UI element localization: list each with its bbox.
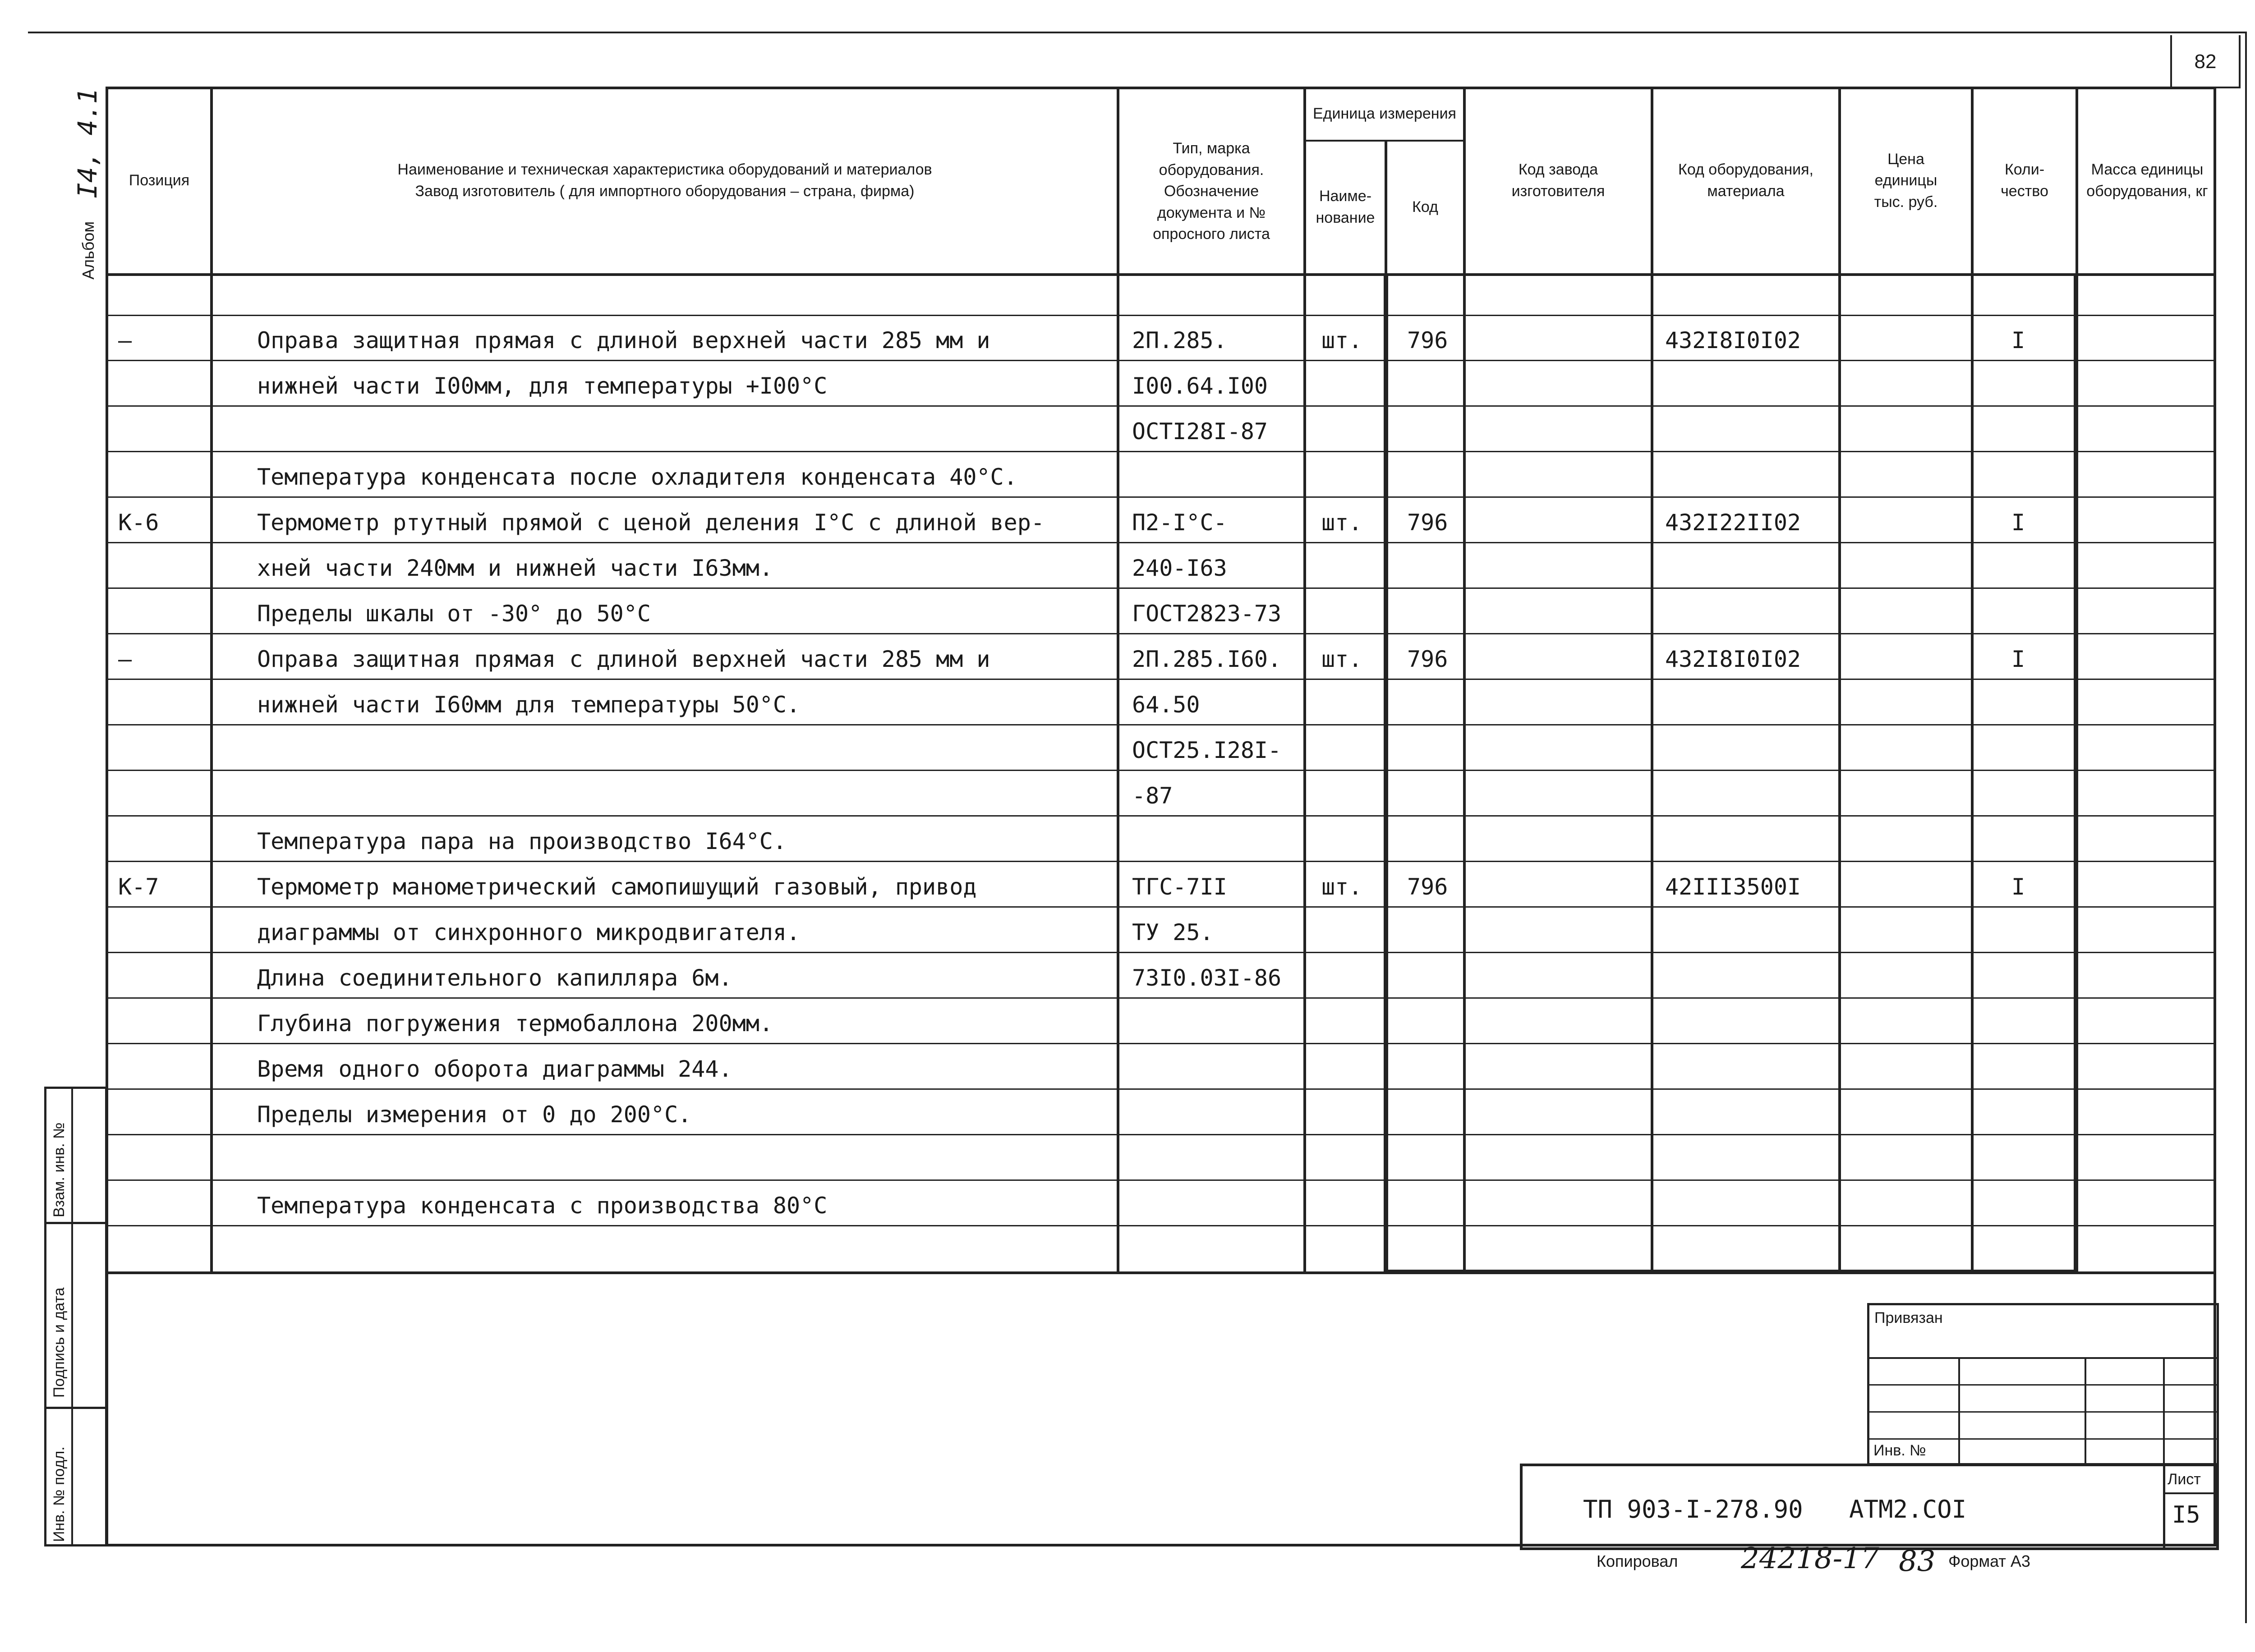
header-name-line1: Наименование и техническая характеристика оборудований и материалов [397,161,932,179]
row-equip-code: 432I22II02 [1665,509,1801,536]
row-divider [106,770,2216,771]
row-equip-code: 432I8I0I02 [1665,646,1801,672]
row-name: Температура конденсата с производства 80°С [257,1193,828,1219]
row-type: ОСТ25.I28I- [1132,737,1282,763]
header-unit-code: Код [1412,198,1438,216]
row-code: 796 [1407,327,1448,353]
document-suffix: АТМ2.СОI [1849,1495,1967,1524]
document-code: ТП 903-I-278.90 [1583,1495,1803,1524]
row-divider [106,815,2216,817]
header-position: Позиция [129,172,190,189]
row-type: 2П.285. [1132,327,1227,353]
row-divider [106,496,2216,498]
header-plant-code: Код завода изготовителя [1511,161,1605,200]
row-divider [106,952,2216,953]
header-name [213,88,1117,273]
row-unit: шт. [1321,509,1362,536]
row-qty: I [2011,874,2025,900]
row-divider [106,1179,2216,1181]
row-code: 796 [1407,874,1448,900]
row-divider [106,587,2216,589]
row-unit: шт. [1321,646,1362,672]
row-divider [106,633,2216,634]
page-number: 82 [2170,35,2241,88]
row-name: Оправа защитная прямая с длиной верхней части 285 мм и [257,327,990,353]
row-type: 2П.285.I60. [1132,646,1282,672]
header-qty: Коли-чество [2001,161,2048,200]
list-number: I5 [2172,1501,2200,1528]
format-label: Формат А3 [1948,1552,2030,1570]
stamp-inv-label: Инв. № [1873,1442,1926,1459]
header-type: Тип, марка оборудования. Обозначение документа и № опросного листа [1153,140,1270,243]
row-type: 64.50 [1132,692,1200,718]
row-divider [106,1134,2216,1135]
handwritten-number: 24218-17 [1741,1542,1879,1575]
row-position: – [118,646,132,672]
margin-podpis-label: Подпись и дата [51,1287,68,1398]
row-name: Оправа защитная прямая с длиной верхней части 285 мм и [257,646,990,672]
margin-inv-label: Инв. № подл. [51,1446,68,1542]
row-qty: I [2011,327,2025,353]
row-unit: шт. [1321,874,1362,900]
privyazan-label: Привязан [1874,1309,1943,1326]
album-number: I4, 4.1 [72,88,103,198]
row-qty: I [2011,646,2025,672]
row-position: – [118,327,132,353]
row-unit: шт. [1321,327,1362,353]
row-divider [106,724,2216,725]
row-divider [106,1088,2216,1090]
row-name: Температура конденсата после охладителя конденсата 40°С. [257,464,1017,490]
row-name: Глубина погружения термобаллона 200мм. [257,1010,773,1037]
row-divider [106,405,2216,407]
kopiroval-label: Копировал [1597,1552,1678,1570]
row-equip-code: 432I8I0I02 [1665,327,1801,353]
row-divider [106,861,2216,862]
row-divider [106,451,2216,452]
row-divider [106,679,2216,680]
row-name: Термометр ртутный прямой с ценой деления I°С с длиной вер- [257,509,1045,536]
row-name: диаграммы от синхронного микродвигателя. [257,919,801,945]
header-equip-code: Код оборудования, материала [1678,161,1813,200]
row-type: 73I0.03I-86 [1132,965,1282,991]
row-name: Пределы измерения от 0 до 200°С. [257,1101,692,1128]
row-position: К-7 [118,874,159,900]
header-name-line2: Завод изготовитель ( для импортного оборудования – страна, фирма) [415,183,915,200]
row-name: Длина соединительного капилляра 6м. [257,965,732,991]
row-type: ТУ 25. [1132,919,1214,945]
row-divider [106,1225,2216,1226]
row-equip-code: 42III3500I [1665,874,1801,900]
row-divider [106,997,2216,999]
header-unit-name: Наиме-нование [1316,188,1375,226]
row-type: I00.64.I00 [1132,373,1268,399]
row-code: 796 [1407,509,1448,536]
row-code: 796 [1407,646,1448,672]
row-type: ТГС-7II [1132,874,1227,900]
row-type: ГОСТ2823-73 [1132,601,1282,627]
row-divider [106,542,2216,543]
header-price: Цена единицы тыс. руб. [1874,150,1938,211]
row-name: нижней части I00мм, для температуры +I00°C [257,373,828,399]
row-qty: I [2011,509,2025,536]
row-name: Термометр манометрический самопишущий газовый, привод [257,874,977,900]
album-label: Альбом [79,221,97,280]
row-divider [106,906,2216,908]
header-mass: Масса единицы оборудования, кг [2086,161,2208,200]
margin-vzam-label: Взам. инв. № [51,1122,68,1217]
row-divider [106,315,2216,316]
row-type: OCTI28I-87 [1132,418,1268,445]
row-name: хней части 240мм и нижней части I63мм. [257,555,773,581]
row-name: Время одного оборота диаграммы 244. [257,1056,732,1082]
header-unit: Единица измерения [1313,105,1456,123]
list-label: Лист [2168,1471,2201,1488]
row-divider [106,360,2216,361]
row-name: Температура пара на производство I64°С. [257,828,787,854]
row-name: Пределы шкалы от -30° до 50°С [257,601,651,627]
row-type: -87 [1132,783,1173,809]
row-divider [106,1043,2216,1044]
row-type: П2-I°С- [1132,509,1227,536]
row-position: К-6 [118,509,159,536]
row-name: нижней части I60мм для температуры 50°С. [257,692,801,718]
handwritten-page: 83 [1899,1545,1936,1578]
row-type: 240-I63 [1132,555,1227,581]
